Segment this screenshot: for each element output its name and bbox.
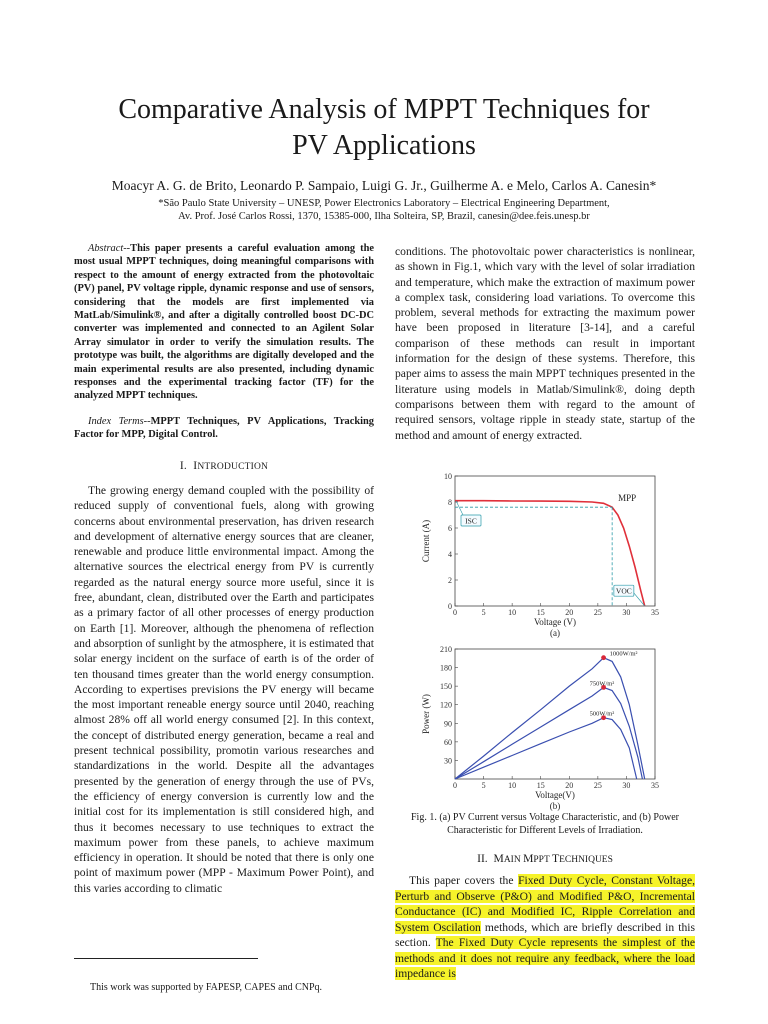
- y-tick-label: 90: [444, 719, 452, 729]
- introduction-body: The growing energy demand coupled with the possibility of reduced supply of conventional fuels, along with growing concerns about environmental preservation, has driven research and development of alternative energy sources that are cleaner, renewable and produce little environmental impact. Among the alternative sources the electrical energy from PV is currently regarded as the natural energy source more useful, since it is free, abundant, clean, distributed over the Earth and participates as a primary factor of all other processes of energy production on Earth [1]. Moreover, although the phenomena of reflection and absorption of sunlight by the atmosphere, it is estimated that solar energy incident on the surface of earth is of the order of ten thousand times greater than the world energy consumption. According to expertises previsions the PV energy will became the most important reneable energy source until 2040, reaching almost 28% off all world energy consumed [2]. In this context, the concept of distributed energy generation, became a real and present technical possibility, promotin various researches and standardizations in the world. Despite all the advantages presented by the generation of energy through the use of PVs, the efficiency of energy conversion is currently low and the initial cost for its implementation is still considered high, and thus it becomes necessary to use techniques to extract the maximum power from these panels, to achieve maximum efficiency in operation. It should be noted that there is only one point of maximum power (MPP - Maximum Power Point), and this varies according to climatic: [74, 483, 374, 895]
- x-tick-label: 20: [565, 608, 574, 617]
- index-terms-text: MPPT Techniques, PV Applications, Tracking Factor for MPP, Digital Control.: [74, 415, 375, 441]
- y-tick-label: 150: [440, 682, 452, 692]
- y-tick-label: 2: [448, 576, 452, 585]
- y-tick-label: 180: [440, 663, 452, 673]
- paper-title: [0, 92, 768, 164]
- section-number: I.: [179, 458, 188, 472]
- figure-sublabel: (a): [550, 628, 560, 638]
- y-axis-label: Current (A): [421, 519, 431, 563]
- irradiance-label: 1000W/m²: [609, 650, 638, 658]
- index-terms-label: Index Terms--: [88, 415, 151, 427]
- y-axis-label: Power (W): [421, 694, 431, 734]
- highlighted-text: The Fixed Duty Cycle represents the simplest of the methods and it does not require any feedback, where the load impedance is: [395, 936, 696, 980]
- section-title-part: PPT: [533, 855, 552, 865]
- x-tick-label: 10: [508, 608, 517, 617]
- x-tick-label: 15: [536, 781, 545, 790]
- body-text: methods, which are briefly described in this section.: [395, 920, 695, 949]
- abstract-label: Abstract--: [88, 243, 131, 254]
- caption-line-1: Fig. 1. (a) PV Current versus Voltage Characteristic, and (b) Power: [410, 812, 679, 823]
- x-tick-label: 0: [453, 608, 457, 617]
- x-axis-label: Voltage (V): [533, 617, 577, 627]
- main-mppt-body: [395, 873, 695, 982]
- title-line-1: Comparative Analysis of MPPT Techniques for: [118, 94, 650, 125]
- right-column-top: [395, 244, 695, 443]
- x-tick-label: 5: [481, 608, 486, 617]
- affiliation: [0, 197, 768, 223]
- x-tick-label: 5: [481, 781, 486, 790]
- x-tick-label: 30: [622, 781, 631, 790]
- x-tick-label: 20: [565, 781, 574, 790]
- section-title-part: M: [523, 852, 534, 865]
- right-column-paragraph: conditions. The photovoltaic power characteristics is nonlinear, as shown in Fig.1, which vary with the level of solar irradiation and temperature, which make the extraction of maximum power a complex task, considering load variations. To overcome this problem, several methods for extracting the maximum power have been proposed in literature [3-14], and a careful comparison of these methods can result in important information for the design of these systems. Therefore, this paper aims to assess the main MPPT techniques presented in the literature using models in Matlab/Simulink®, doing depth comparisons between them with regard to the amount of required sensors, voltage ripple in steady state, startup of the method and amount of energy extracted.: [395, 245, 695, 442]
- affiliation-line-1: *São Paulo State University – UNESP, Power Electronics Laboratory – Electrical Engineering Department,: [158, 198, 610, 209]
- iv-curve-chart: [405, 470, 695, 640]
- x-tick-label: 25: [593, 781, 602, 790]
- title-line-2: PV Applications: [292, 130, 476, 161]
- x-tick-label: 35: [651, 608, 659, 617]
- section-title-rest: NTRODUCTION: [197, 461, 269, 472]
- irradiance-label: 500W/m²: [589, 710, 615, 718]
- figure-sublabel: (b): [549, 801, 561, 811]
- footnote-divider: [74, 958, 258, 959]
- left-column: [74, 242, 374, 896]
- section-title-part: T: [551, 852, 560, 865]
- x-axis-label: Voltage(V): [535, 790, 575, 800]
- index-terms: [74, 415, 374, 442]
- mpp-label: MPP: [618, 493, 637, 504]
- abstract-text: This paper presents a careful evaluation among the most usual MPPT techniques, doing meaningful comparisons with respect to the amount of energy extracted from the photovoltaic (PV) panel, PV voltage ripple, dynamic response and use of sensors, considering that the models are first implemented via MatLab/Simulink®, and after a digitally controlled boost DC-DC converter was implemented and connected to an Agilent Solar Array simulator in order to verify the simulation results. The prototype was built, the algorithms are digitally developed and the main experimental results are also presented, including dynamic responses and the experimental tracking factor (TF) for the analyzed MPPT techniques.: [74, 243, 374, 402]
- y-tick-label: 4: [448, 550, 452, 559]
- y-tick-label: 6: [448, 524, 452, 533]
- pv-curve-chart: [405, 643, 695, 818]
- highlighted-text: Fixed Duty Cycle, Constant Voltage, Perturb and Observe (P&O) and Modified P&O, Incremental Conductance (IC) and Modified IC, Ripple Correlation and System Oscilation: [395, 874, 695, 934]
- x-tick-label: 0: [453, 781, 457, 790]
- y-tick-label: 10: [444, 472, 452, 481]
- caption-line-2: Characteristic for Different Levels of Irradiation.: [447, 824, 643, 836]
- figure-caption: [395, 812, 695, 837]
- x-tick-label: 15: [536, 608, 545, 617]
- body-text: This paper covers the: [409, 874, 519, 887]
- x-tick-label: 25: [593, 608, 602, 617]
- y-tick-label: 60: [444, 737, 452, 747]
- voc-label: VOC: [615, 586, 632, 596]
- section-title-part: ECHNIQUES: [559, 855, 613, 865]
- y-tick-label: 120: [440, 700, 452, 710]
- footnote: This work was supported by FAPESP, CAPES and CNPq.: [90, 982, 323, 993]
- series-line: [455, 718, 637, 779]
- mpp-point: [601, 655, 606, 660]
- section-title-part: AIN: [503, 855, 524, 865]
- y-tick-label: 8: [448, 498, 452, 507]
- x-tick-label: 30: [622, 608, 631, 617]
- authors: Moacyr A. G. de Brito, Leonardo P. Sampaio, Luigi G. Jr., Guilherme A. e Melo, Carlos A. Canesin*: [111, 178, 657, 193]
- series-line: [455, 658, 645, 779]
- section-title-part: M: [493, 852, 504, 865]
- isc-pointer: [456, 501, 463, 515]
- section-title-initial: I: [193, 458, 198, 472]
- section-number: II.: [477, 852, 488, 865]
- y-tick-label: 30: [444, 756, 452, 766]
- y-tick-label: 0: [448, 602, 452, 611]
- x-tick-label: 10: [508, 781, 517, 790]
- y-tick-label: 210: [440, 645, 452, 654]
- irradiance-label: 750W/m²: [589, 680, 615, 688]
- section-heading-introduction: [74, 458, 374, 475]
- x-tick-label: 35: [651, 781, 659, 790]
- abstract: [74, 242, 374, 403]
- figure-1: [405, 470, 695, 823]
- series-line: [455, 687, 642, 779]
- affiliation-line-2: Av. Prof. José Carlos Rossi, 1370, 15385-000, Ilha Solteira, SP, Brazil, canesin@dee.feis.unesp.br: [178, 211, 590, 222]
- section-heading-main-mppt: [395, 852, 695, 865]
- isc-label: ISC: [465, 516, 477, 526]
